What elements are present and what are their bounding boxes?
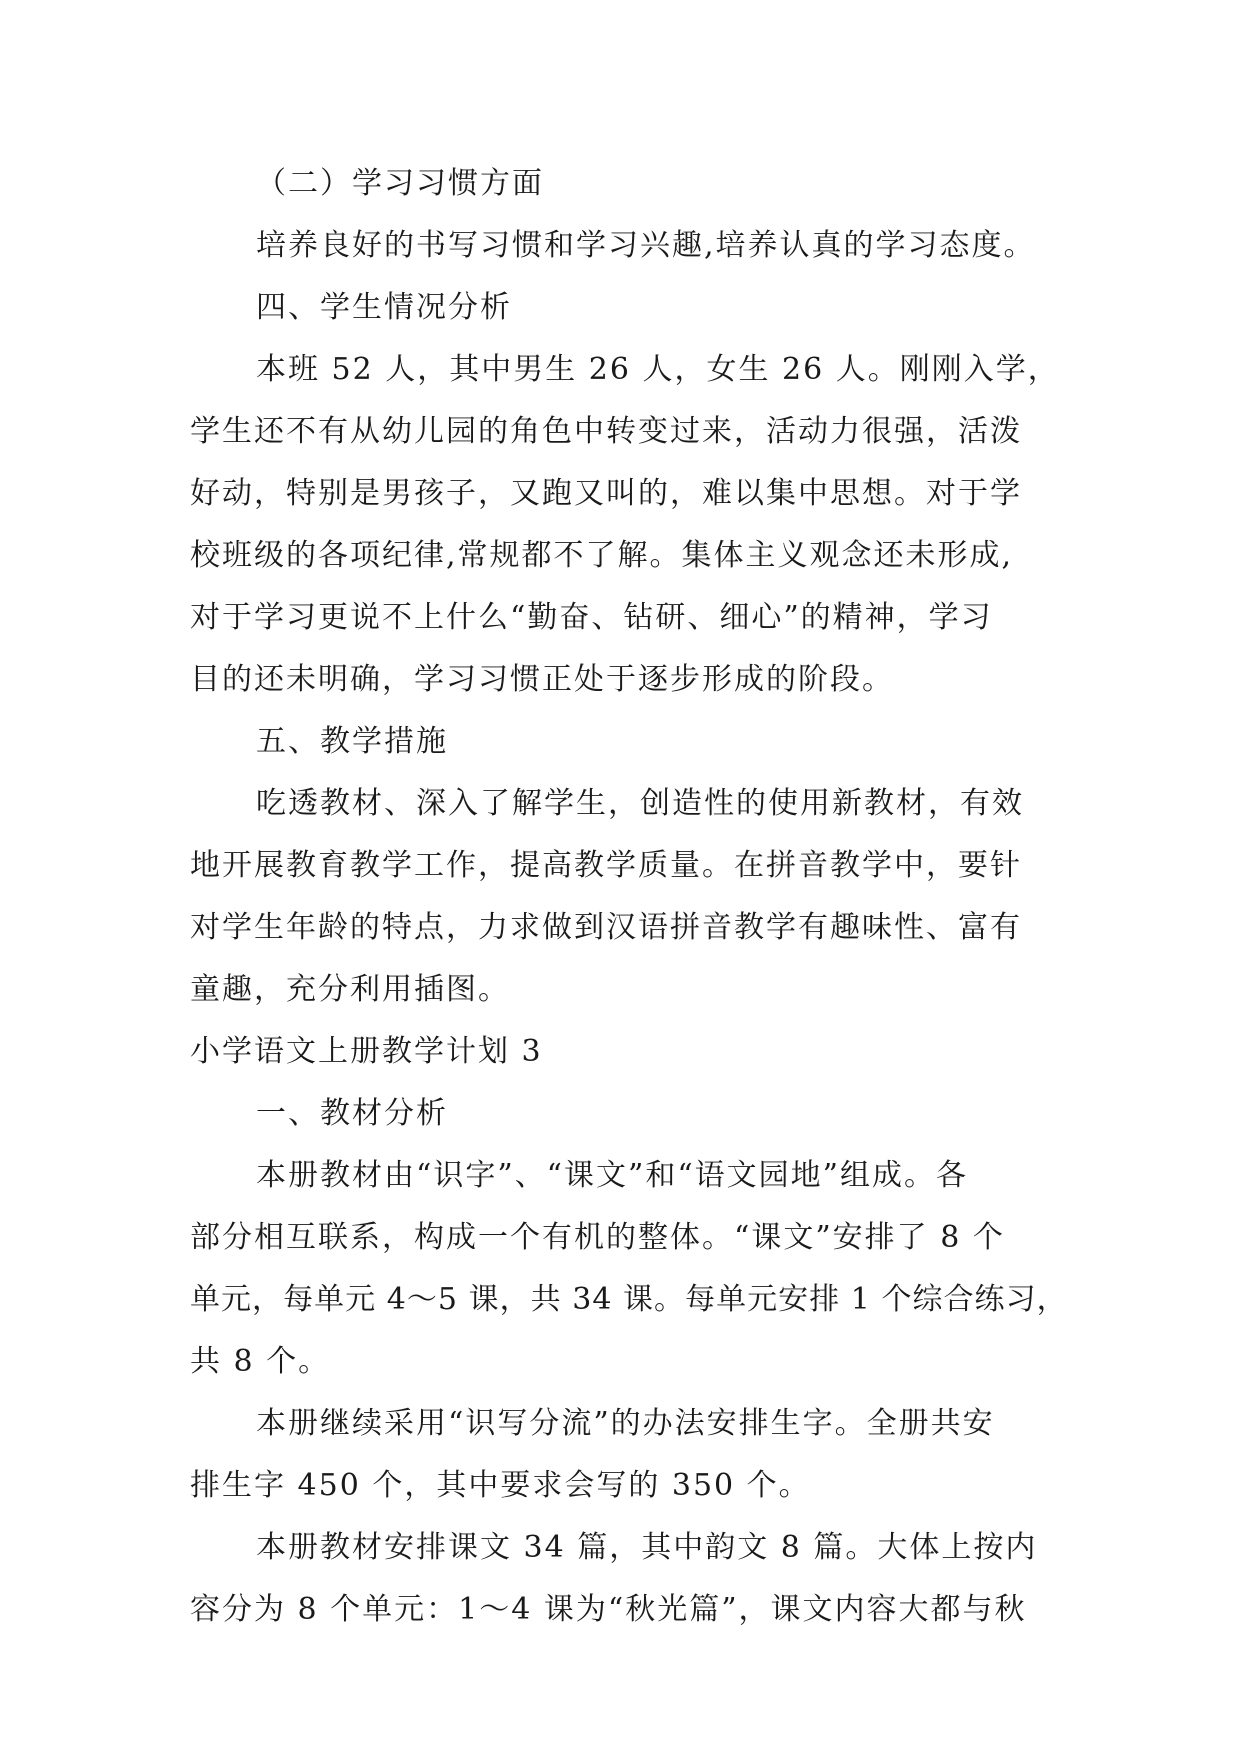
paragraph-line: 本册教材安排课文 34 篇，其中韵文 8 篇。大体上按内 — [256, 1530, 1038, 1565]
paragraph-line: 培养良好的书写习惯和学习兴趣,培养认真的学习态度。 — [256, 228, 1036, 263]
paragraph-line: 吃透教材、深入了解学生，创造性的使用新教材，有效 — [256, 786, 1024, 821]
paragraph-line: 本册继续采用“识写分流”的办法安排生字。全册共安 — [256, 1406, 995, 1441]
paragraph-line: 目的还未明确，学习习惯正处于逐步形成的阶段。 — [190, 662, 894, 697]
paragraph-line: 共 8 个。 — [190, 1344, 331, 1379]
section-heading-teaching-measures: 五、教学措施 — [256, 724, 448, 759]
paragraph-line: 单元，每单元 4～5 课，共 34 课。每单元安排 1 个综合练习， — [190, 1282, 1068, 1317]
paragraph-line: 对于学习更说不上什么“勤奋、钻研、细心”的精神，学习 — [190, 600, 993, 635]
paragraph-line: 学生还不有从幼儿园的角色中转变过来，活动力很强，活泼 — [190, 414, 1022, 449]
paragraph-line: 排生字 450 个，其中要求会写的 350 个。 — [190, 1468, 811, 1503]
paragraph-line: 部分相互联系，构成一个有机的整体。“课文”安排了 8 个 — [190, 1220, 1005, 1255]
paragraph-line: 本册教材由“识字”、“课文”和“语文园地”组成。各 — [256, 1158, 969, 1193]
section-heading-student-analysis: 四、学生情况分析 — [256, 290, 512, 325]
paragraph-line: 地开展教育教学工作，提高教学质量。在拼音教学中，要针 — [190, 848, 1022, 883]
subheading-study-habits: （二）学习习惯方面 — [256, 166, 544, 201]
paragraph-line: 童趣，充分利用插图。 — [190, 972, 510, 1007]
paragraph-line: 对学生年龄的特点，力求做到汉语拼音教学有趣味性、富有 — [190, 910, 1022, 945]
paragraph-line: 好动，特别是男孩子，又跑又叫的，难以集中思想。对于学 — [190, 476, 1022, 511]
document-title: 小学语文上册教学计划 3 — [190, 1034, 543, 1069]
paragraph-line: 容分为 8 个单元：1～4 课为“秋光篇”，课文内容大都与秋 — [190, 1592, 1027, 1627]
paragraph-line: 校班级的各项纪律,常规都不了解。集体主义观念还未形成, — [190, 538, 1014, 573]
paragraph-line: 本班 52 人，其中男生 26 人，女生 26 人。刚刚入学， — [256, 352, 1060, 387]
section-heading-textbook-analysis: 一、教材分析 — [256, 1096, 448, 1131]
